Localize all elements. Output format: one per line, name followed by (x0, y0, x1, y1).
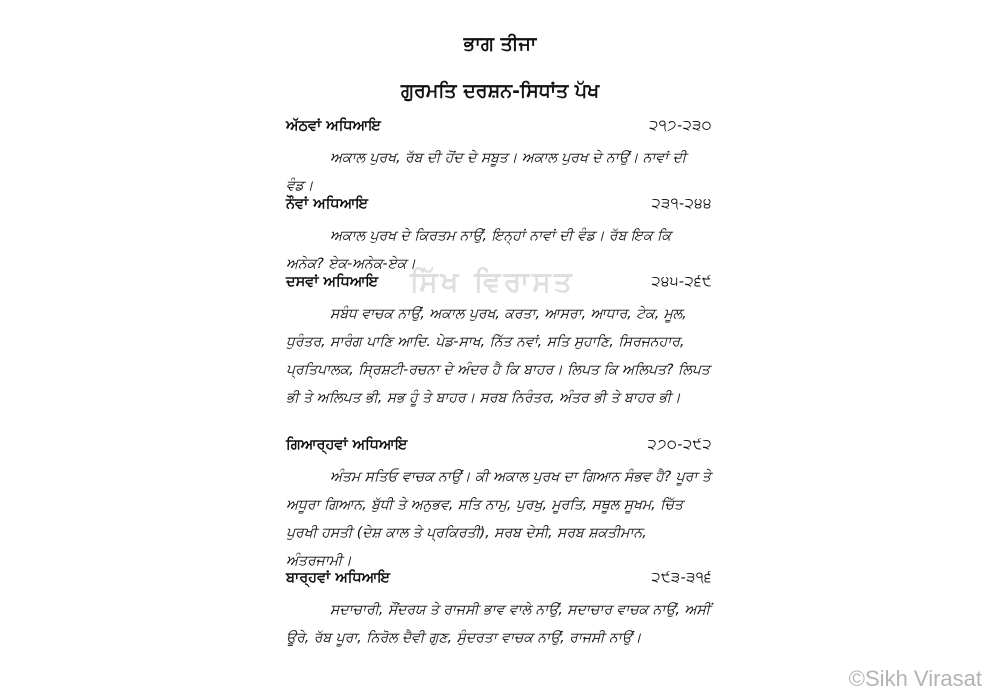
chapter-12 (286, 570, 712, 652)
chapter-summary (286, 144, 712, 200)
chapter-title: ਨੌਵਾਂ ਅਧਿਆਇ (286, 196, 368, 212)
copyright-watermark: ©Sikh Virasat (848, 666, 982, 691)
chapter-summary-text: ਸਦਾਚਾਰੀ, ਸੌਂਦਰਯ ਤੇ ਰਾਜਸੀ ਭਾਵ ਵਾਲੇ ਨਾਉਂ, ਸਦਾਚਾਰ ਵਾਚਕ ਨਾਉਂ, ਅਸੀਂ ਊਰੇ, ਰੱਬ ਪੂਰਾ, ਨਿਰੋਲ ਦੈਵੀ ਗੁਣ, ਸੁੰਦਰਤਾ ਵਾਚਕ ਨਾਉਂ, ਰਾਜਸੀ ਨਾਉਂ। (286, 602, 711, 646)
chapter-heading (286, 274, 712, 296)
chapter-summary (286, 463, 712, 575)
chapter-heading (286, 196, 712, 218)
chapter-9 (286, 196, 712, 278)
chapter-8 (286, 118, 712, 200)
chapter-heading (286, 437, 712, 459)
chapter-summary (286, 222, 712, 278)
part-title: ਭਾਗ ਤੀਜਾ (463, 33, 537, 55)
chapter-summary (286, 596, 712, 652)
chapter-11 (286, 437, 712, 575)
chapter-title: ਅੱਠਵਾਂ ਅਧਿਆਇ (286, 118, 381, 134)
chapter-page-range: ੨੩੧-੨੪੪ (651, 196, 712, 212)
chapter-title: ਬਾਰ੍ਹਵਾਂ ਅਧਿਆਇ (286, 570, 390, 586)
chapter-title: ਗਿਆਰ੍ਹਵਾਂ ਅਧਿਆਇ (286, 437, 408, 453)
chapter-summary-text: ਅੰਤਮ ਸਤਿਓ ਵਾਚਕ ਨਾਉਂ। ਕੀ ਅਕਾਲ ਪੁਰਖ ਦਾ ਗਿਆਨ ਸੰਭਵ ਹੈ? ਪੂਰਾ ਤੇ ਅਧੂਰਾ ਗਿਆਨ, ਬੁੱਧੀ ਤੇ ਅਨੁਭਵ, ਸਤਿ ਨਾਮੁ, ਪੁਰਖੁ, ਮੂਰਤਿ, ਸਥੂਲ ਸੂਖਮ, ਚਿੱਤ ਪੁਰਖੀ ਹਸਤੀ (ਦੇਸ਼ ਕਾਲ ਤੇ ਪ੍ਰਕਿਰਤੀ), ਸਰਬ ਦੇਸੀ, ਸਰਬ ਸ਼ਕਤੀਮਾਨ, ਅੰਤਰਜਾਮੀ। (286, 469, 711, 569)
chapter-page-range: ੨੪੫-੨੬੯ (651, 274, 712, 290)
chapter-heading (286, 570, 712, 592)
chapter-page-range: ੨੯੩-੩੧੬ (651, 570, 712, 586)
section-title: ਗੁਰਮਤਿ ਦਰਸ਼ਨ-ਸਿਧਾਂਤ ਪੱਖ (400, 80, 600, 102)
chapter-page-range: ੨੭੦-੨੯੨ (647, 437, 712, 453)
center-watermark: ਸਿੱਖ ਵਿਰਾਸਤ (410, 265, 575, 298)
chapter-summary-text: ਅਕਾਲ ਪੁਰਖ ਦੇ ਕਿਰਤਮ ਨਾਉਂ, ਇਨ੍ਹਾਂ ਨਾਵਾਂ ਦੀ ਵੰਡ। ਰੱਬ ਇਕ ਕਿ ਅਨੇਕ? ਏਕ-ਅਨੇਕ-ਏਕ। (286, 228, 672, 272)
chapter-heading (286, 118, 712, 140)
chapter-summary (286, 300, 712, 412)
chapter-title: ਦਸਵਾਂ ਅਧਿਆਇ (286, 274, 379, 290)
chapter-summary-text: ਅਕਾਲ ਪੁਰਖ, ਰੱਬ ਦੀ ਹੋਂਦ ਦੇ ਸਬੂਤ। ਅਕਾਲ ਪੁਰਖ ਦੇ ਨਾਉਂ। ਨਾਵਾਂ ਦੀ ਵੰਡ। (286, 150, 687, 194)
chapter-summary-text: ਸਬੰਧ ਵਾਚਕ ਨਾਉਂ, ਅਕਾਲ ਪੁਰਖ, ਕਰਤਾ, ਆਸਰਾ, ਆਧਾਰ, ਟੇਕ, ਮੂਲ, ਧੁਰੰਤਰ, ਸਾਰੰਗ ਪਾਣਿ ਆਦਿ. ਪੇਡ-ਸਾਖ, ਨਿੱਤ ਨਵਾਂ, ਸਤਿ ਸੁਹਾਣਿ, ਸਿਰਜਨਹਾਰ, ਪ੍ਰਤਿਪਾਲਕ, ਸ੍ਰਿਸ਼ਟੀ-ਰਚਨਾ ਦੇ ਅੰਦਰ ਹੈ ਕਿ ਬਾਹਰ। ਲਿਪਤ ਕਿ ਅਲਿਪਤ? ਲਿਪਤ ਭੀ ਤੇ ਅਲਿਪਤ ਭੀ, ਸਭ ਹੂੰ ਤੇ ਬਾਹਰ। ਸਰਬ ਨਿਰੰਤਰ, ਅੰਤਰ ਭੀ ਤੇ ਬਾਹਰ ਭੀ। (286, 306, 710, 406)
chapter-page-range: ੨੧੭-੨੩੦ (649, 118, 712, 134)
chapter-10 (286, 274, 712, 412)
